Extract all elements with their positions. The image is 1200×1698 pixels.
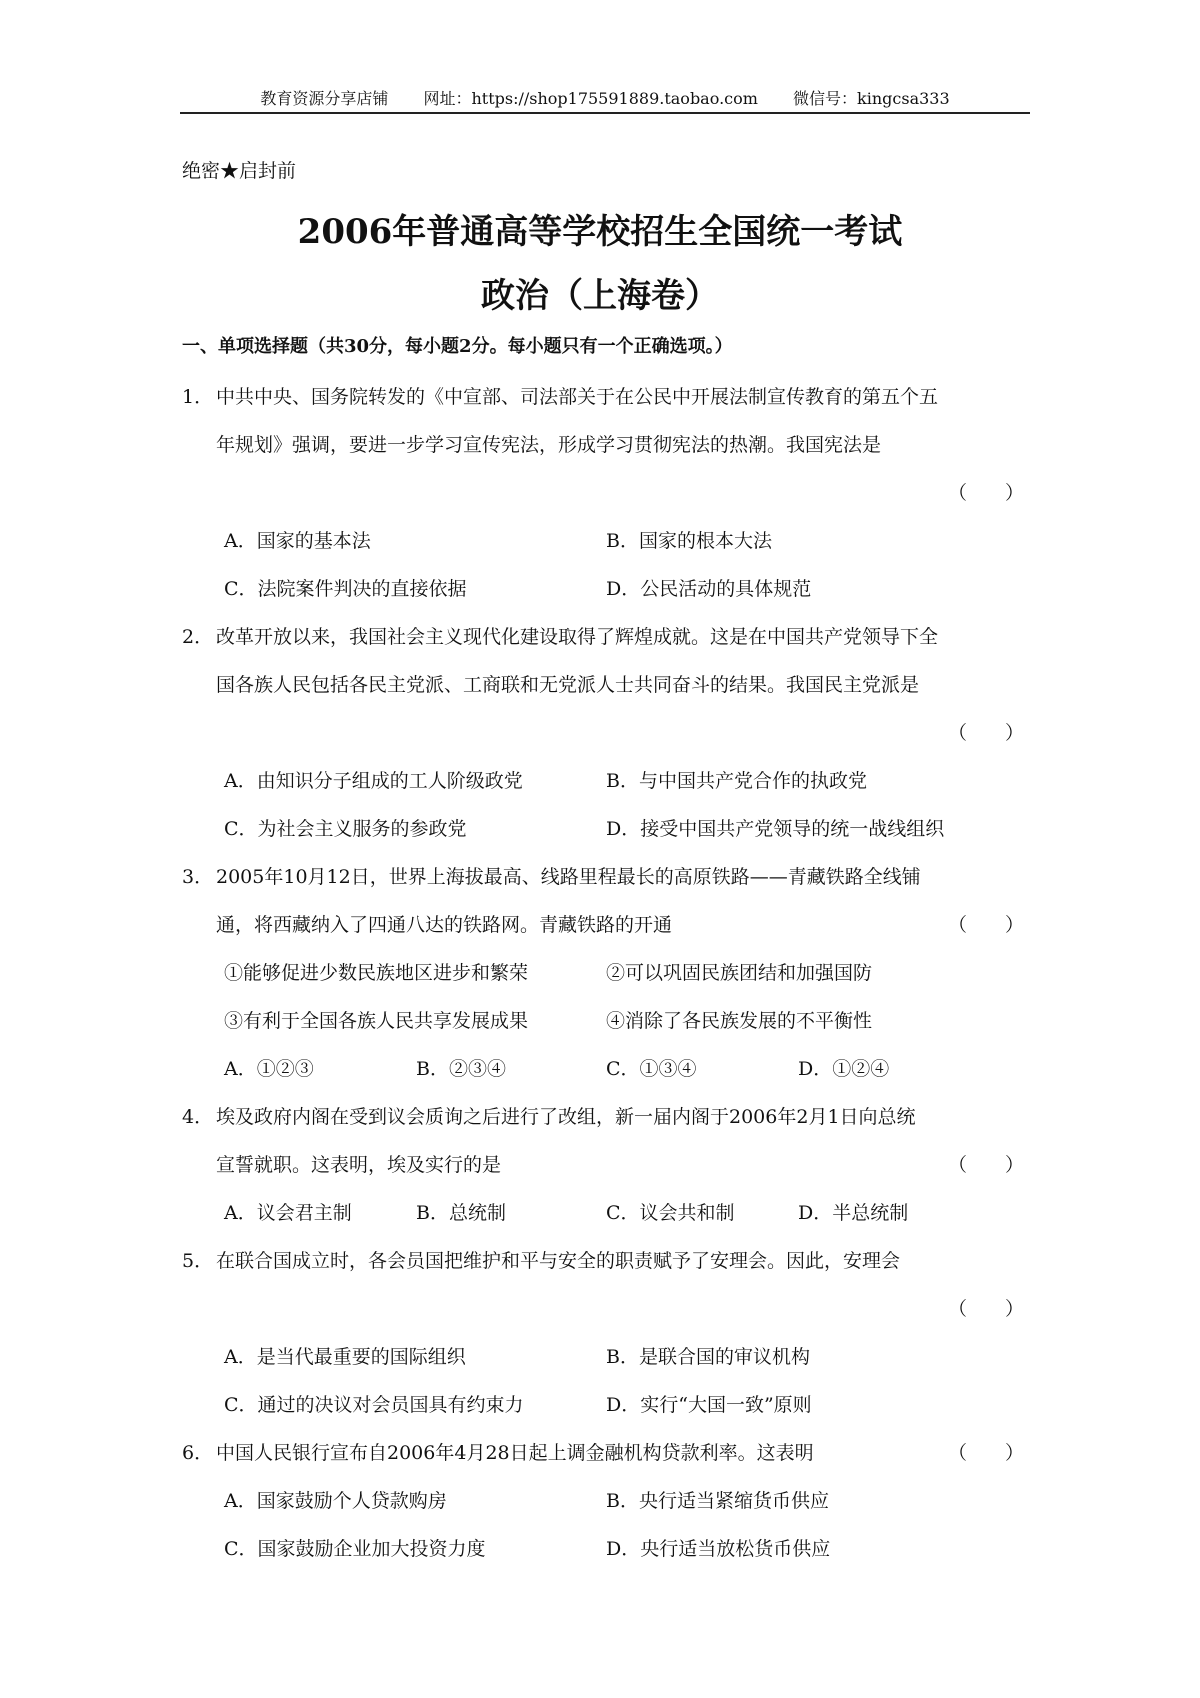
question-1-line-2: 年规划》强调，要进一步学习宣传宪法，形成学习贯彻宪法的热潮。我国宪法是 [216, 434, 882, 456]
question-1-option-b: B．国家的根本大法 [606, 530, 772, 552]
question-2-line-1: 改革开放以来，我国社会主义现代化建设取得了辉煌成就。这是在中国共产党领导下全 [216, 626, 939, 648]
question-3-option-b: B．②③④ [416, 1058, 506, 1080]
question-3-statement-2: ②可以巩固民族团结和加强国防 [606, 962, 873, 984]
question-4-option-c: C．议会共和制 [606, 1202, 735, 1224]
question-2-option-a: A．由知识分子组成的工人阶级政党 [224, 770, 523, 792]
question-3-line-1: 2005年10月12日，世界上海拔最高、线路里程最长的高原铁路——青藏铁路全线铺 [216, 866, 921, 888]
exam-subtitle: 政治（上海卷） [481, 276, 719, 316]
question-3-statement-4: ④消除了各民族发展的不平衡性 [606, 1010, 873, 1032]
question-3-option-c: C．①③④ [606, 1058, 697, 1080]
question-4-line-2: 宣誓就职。这表明，埃及实行的是 [216, 1154, 502, 1176]
question-5-option-d: D．实行“大国一致”原则 [606, 1394, 812, 1416]
header-divider [180, 112, 1030, 114]
question-2-option-d: D．接受中国共产党领导的统一战线组织 [606, 818, 945, 840]
question-1-option-a: A．国家的基本法 [224, 530, 371, 552]
question-4-answer-paren: （ ） [948, 1154, 1025, 1176]
question-6-number: 6． [182, 1442, 214, 1464]
question-1-line-1: 中共中央、国务院转发的《中宣部、司法部关于在公民中开展法制宣传教育的第五个五 [216, 386, 939, 408]
question-6-line-1: 中国人民银行宣布自2006年4月28日起上调金融机构贷款利率。这表明 [216, 1442, 814, 1464]
question-6-option-c: C．国家鼓励企业加大投资力度 [224, 1538, 486, 1560]
question-5-number: 5． [182, 1250, 214, 1272]
question-4-option-a: A．议会君主制 [224, 1202, 352, 1224]
question-5-answer-paren: （ ） [948, 1298, 1025, 1320]
question-3-answer-paren: （ ） [948, 914, 1025, 936]
header-url: 网址：https://shop175591889.taobao.com [423, 89, 758, 108]
header-wechat: 微信号：kingcsa333 [793, 89, 950, 108]
exam-title: 2006年普通高等学校招生全国统一考试 [297, 212, 903, 252]
question-2-number: 2． [182, 626, 214, 648]
question-4-option-d: D．半总统制 [798, 1202, 909, 1224]
question-1-option-d: D．公民活动的具体规范 [606, 578, 812, 600]
question-4-number: 4． [182, 1106, 214, 1128]
question-4-option-b: B．总统制 [416, 1202, 506, 1224]
question-3-statement-3: ③有利于全国各族人民共享发展成果 [224, 1010, 529, 1032]
question-2-line-2: 国各族人民包括各民主党派、工商联和无党派人士共同奋斗的结果。我国民主党派是 [216, 674, 920, 696]
question-2-answer-paren: （ ） [948, 722, 1025, 744]
question-5-option-b: B．是联合国的审议机构 [606, 1346, 810, 1368]
question-6-option-a: A．国家鼓励个人贷款购房 [224, 1490, 447, 1512]
page-header [180, 86, 1030, 109]
question-6-option-d: D．央行适当放松货币供应 [606, 1538, 831, 1560]
question-1-number: 1． [182, 386, 214, 408]
section-heading: 一、单项选择题（共30分，每小题2分。每小题只有一个正确选项。） [182, 336, 733, 357]
question-5-option-c: C．通过的决议对会员国具有约束力 [224, 1394, 524, 1416]
question-5-line-1: 在联合国成立时，各会员国把维护和平与安全的职责赋予了安理会。因此，安理会 [216, 1250, 901, 1272]
question-3-option-d: D．①②④ [798, 1058, 890, 1080]
question-3-option-a: A．①②③ [224, 1058, 314, 1080]
question-6-answer-paren: （ ） [948, 1442, 1025, 1464]
question-2-option-c: C．为社会主义服务的参政党 [224, 818, 467, 840]
question-4-line-1: 埃及政府内阁在受到议会质询之后进行了改组，新一届内阁于2006年2月1日向总统 [216, 1106, 916, 1128]
question-1-option-c: C．法院案件判决的直接依据 [224, 578, 467, 600]
question-6-option-b: B．央行适当紧缩货币供应 [606, 1490, 829, 1512]
question-3-number: 3． [182, 866, 214, 888]
question-5-option-a: A．是当代最重要的国际组织 [224, 1346, 466, 1368]
question-3-statement-1: ①能够促进少数民族地区进步和繁荣 [224, 962, 529, 984]
question-3-line-2: 通，将西藏纳入了四通八达的铁路网。青藏铁路的开通 [216, 914, 673, 936]
header-shop: 教育资源分享店铺 [260, 89, 389, 108]
confidential-label: 绝密★启封前 [182, 160, 297, 182]
question-1-answer-paren: （ ） [948, 482, 1025, 504]
question-2-option-b: B．与中国共产党合作的执政党 [606, 770, 867, 792]
